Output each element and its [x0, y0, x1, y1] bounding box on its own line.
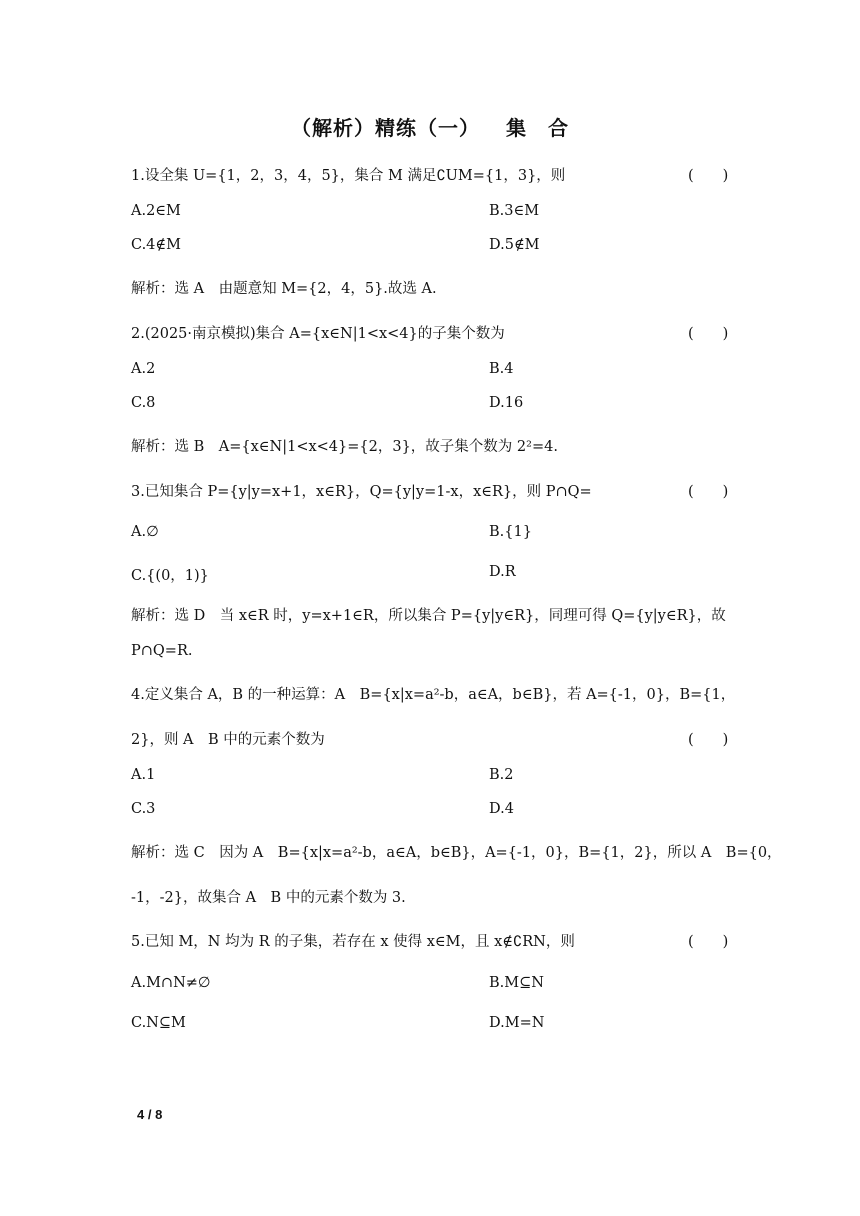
question-4-option-d: D.4: [489, 801, 514, 817]
question-5-option-c: C.N⊆M: [131, 1015, 186, 1031]
page-number: 4 / 8: [137, 1107, 163, 1122]
question-5-option-d: D.M=N: [489, 1015, 545, 1031]
question-1-option-a: A.2∈M: [131, 203, 181, 219]
question-1-option-d: D.5∉M: [489, 237, 540, 253]
question-3-stem: 3.已知集合 P={y|y=x+1，x∈R}，Q={y|y=1-x，x∈R}，则 P∩Q=: [131, 484, 592, 500]
question-4-stem-line-1: 4.定义集合 A，B 的一种运算：A B={x|x=a²-b，a∈A，b∈B}，若 A={-1，0}，B={1，: [131, 687, 736, 703]
question-4-option-a: A.1: [131, 767, 156, 783]
question-5-stem: 5.已知 M，N 均为 R 的子集，若存在 x 使得 x∈M，且 x∉∁RN，则: [131, 934, 575, 950]
question-2-option-b: B.4: [489, 361, 514, 377]
question-4-option-b: B.2: [489, 767, 514, 783]
question-5-option-b: B.M⊆N: [489, 975, 544, 991]
question-4-analysis-line-2: -1，-2}，故集合 A B 中的元素个数为 3.: [131, 890, 406, 906]
question-4-answer-blank: ( ): [688, 732, 729, 748]
title-main: （解析）精练（一）: [291, 116, 480, 140]
question-3-analysis-line-1: 解析：选 D 当 x∈R 时，y=x+1∈R，所以集合 P={y|y∈R}，同理可得 Q={y|y∈R}，故: [131, 608, 726, 624]
question-1-stem: 1.设全集 U={1，2，3，4，5}，集合 M 满足∁UM={1，3}，则: [131, 168, 566, 184]
question-1-option-b: B.3∈M: [489, 203, 540, 219]
question-2-option-d: D.16: [489, 395, 524, 411]
question-3-option-d: D.R: [489, 564, 516, 580]
question-1-option-c: C.4∉M: [131, 237, 181, 253]
question-3-option-a: A.∅: [131, 524, 159, 540]
question-2-analysis: 解析：选 B A={x∈N|1<x<4}={2，3}，故子集个数为 2²=4.: [131, 439, 558, 455]
question-2-stem: 2.(2025·南京模拟)集合 A={x∈N|1<x<4}的子集个数为: [131, 326, 505, 342]
question-2-option-a: A.2: [131, 361, 156, 377]
question-5-answer-blank: ( ): [688, 934, 729, 950]
title-sub: 集 合: [506, 116, 569, 140]
question-3-answer-blank: ( ): [688, 484, 729, 500]
question-4-stem-line-2: 2}，则 A B 中的元素个数为: [131, 732, 325, 748]
question-1-analysis: 解析：选 A 由题意知 M={2，4，5}.故选 A.: [131, 281, 437, 297]
question-5-option-a: A.M∩N≠∅: [131, 975, 211, 991]
question-1-answer-blank: ( ): [688, 168, 729, 184]
question-3-option-c: C.{(0，1)}: [131, 568, 209, 584]
question-2-option-c: C.8: [131, 395, 156, 411]
question-4-option-c: C.3: [131, 801, 156, 817]
question-4-analysis-line-1: 解析：选 C 因为 A B={x|x=a²-b，a∈A，b∈B}，A={-1，0}，B={1，2}，所以 A B={0，: [131, 845, 782, 861]
question-3-option-b: B.{1}: [489, 524, 532, 540]
page-title: [0, 112, 860, 141]
question-2-answer-blank: ( ): [688, 326, 729, 342]
question-3-analysis-line-2: P∩Q=R.: [131, 643, 193, 659]
